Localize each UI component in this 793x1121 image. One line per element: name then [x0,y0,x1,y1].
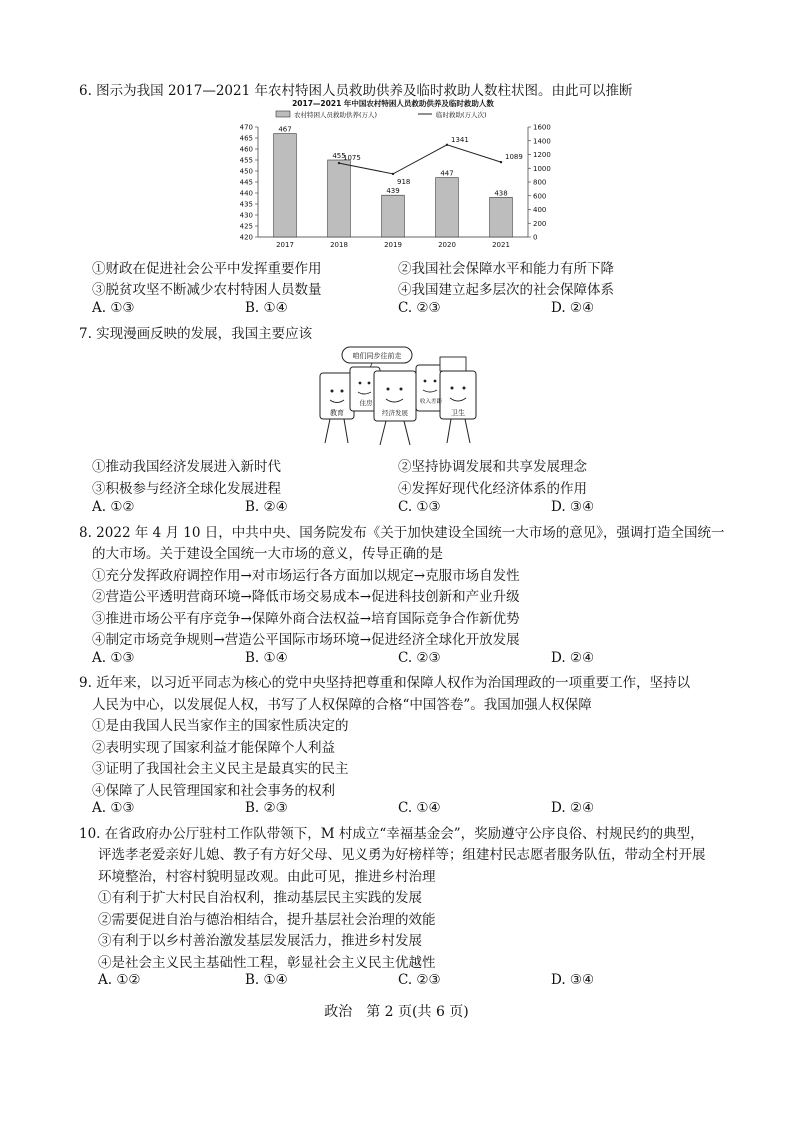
right-tick-label: 800 [533,178,547,187]
page-footer: 政治 第 2 页(共 6 页) [324,1004,469,1020]
q10-choice-a[interactable]: A. ①② [98,972,141,988]
bar [274,134,297,237]
q7-option-4: ④发挥好现代化经济体系的作用 [398,481,587,497]
left-tick-label: 455 [239,156,253,165]
cartoon-label-education: 教育 [330,409,344,417]
q7-option-3: ③积极参与经济全球化发展进程 [92,481,281,497]
placard-figure-3 [374,371,416,445]
x-category-labels [276,241,510,249]
q9-option-1: ①是由我国人民当家作主的国家性质决定的 [92,718,349,734]
q6-option-4: ④我国建立起多层次的社会保障体系 [398,282,614,298]
line-point [338,162,340,164]
bar-value-label: 438 [494,189,508,198]
line-path [339,145,501,174]
q9-option-3: ③证明了我国社会主义民主是最真实的民主 [92,761,349,777]
line-point [446,144,448,146]
q9-stem-line-2: 人民为中心，以发展促人权，书写了人权保障的合格“中国答卷”。我国加强人权保障 [92,697,592,713]
right-tick-label: 200 [533,219,547,228]
q10-stem-line-3: 环境整治，村容村貌明显改观。由此可见，推进乡村治理 [98,869,436,885]
x-category-label: 2020 [438,241,456,249]
q6-choice-d[interactable]: D. ②④ [551,300,595,316]
cartoon-label-income-gap: 收入差距 [419,399,443,405]
left-tick-label: 425 [239,222,253,231]
line-series [338,136,523,186]
q6-option-1: ①财政在促进社会公平中发挥重要作用 [92,261,322,277]
q7-stem: 7. 实现漫画反映的发展，我国主要应该 [79,326,313,342]
left-tick-labels [240,124,258,242]
q6-option-2: ②我国社会保障水平和能力有所下降 [398,261,614,277]
q10-choice-b[interactable]: B. ①④ [245,972,288,988]
legend-line-label: 临时救助(万人次) [436,111,487,119]
q8-option-4: ④制定市场竞争规则→营造公平国际市场环境→促进经济全球化开放发展 [92,632,520,648]
x-category-label: 2021 [492,241,510,249]
bar-value-label: 447 [440,169,454,178]
q9-choice-b[interactable]: B. ②③ [245,800,288,816]
q10-option-3: ③有利于以乡村善治激发基层发展活力，推进乡村发展 [98,933,422,949]
right-tick-label: 0 [533,233,538,242]
right-tick-label: 1400 [533,137,551,146]
q6-choice-a[interactable]: A. ①③ [92,300,135,316]
q8-choice-d[interactable]: D. ②④ [551,650,595,666]
q8-stem-line-1: 8. 2022 年 4 月 10 日，中共中央、国务院发布《关于加快建设全国统一大市场的意见》，强调打造全国统一 [79,525,725,541]
bar [328,160,351,237]
q9-choice-a[interactable]: A. ①③ [92,800,135,816]
bar-value-label: 455 [332,152,346,160]
line-value-label: 1341 [451,135,469,144]
q9-choice-c[interactable]: C. ①④ [398,800,441,816]
bar-value-label: 439 [386,187,400,196]
x-category-label: 2017 [276,241,294,249]
bar [490,197,513,237]
x-category-label: 2018 [330,241,348,249]
q6-option-3: ③脱贫攻坚不断减少农村特困人员数量 [92,282,322,298]
q6-bar-line-chart [228,97,558,253]
q8-option-1: ①充分发挥政府调控作用→对市场运行各方面加以规定→克服市场自发性 [92,568,520,584]
right-tick-label: 1200 [533,151,551,159]
q10-choice-c[interactable]: C. ②③ [398,972,441,988]
q6-stem: 6. 图示为我国 2017—2021 年农村特困人员救助供养及临时救助人数柱状图。由此可以推断 [79,83,633,99]
cartoon-label-health: 卫生 [451,409,465,417]
line-value-label: 918 [397,177,411,186]
right-tick-label: 400 [533,206,547,214]
left-tick-label: 430 [239,211,253,220]
bar [436,178,459,237]
right-tick-labels [528,124,551,242]
line-value-label: 1075 [343,154,361,163]
q7-choice-a[interactable]: A. ①② [92,499,135,515]
left-tick-label: 470 [239,123,253,132]
q9-option-4: ④保障了人民管理国家和社会事务的权利 [92,783,335,799]
legend-bar-swatch [276,111,290,117]
q10-option-1: ①有利于扩大村民自治权利，推动基层民主实践的发展 [98,890,422,906]
q8-option-3: ③推进市场公平有序竞争→保障外商合法权益→培育国际竞争合作新优势 [92,611,520,627]
right-tick-label: 600 [533,192,547,201]
q9-option-2: ②表明实现了国家利益才能保障个人利益 [92,740,335,756]
q7-cartoon [312,343,490,451]
q7-choice-c[interactable]: C. ①③ [398,499,441,515]
q7-option-1: ①推动我国经济发展进入新时代 [92,459,281,475]
q10-option-2: ②需要促进自治与德治相结合，提升基层社会治理的效能 [98,912,436,928]
q10-stem-line-2: 评选孝老爱亲好儿媳、教子有方好父母、见义勇为好榜样等；组建村民志愿者服务队伍，带动全村开展 [98,847,706,863]
left-tick-label: 440 [239,189,253,198]
q8-stem-line-2: 的大市场。关于建设全国统一大市场的意义，传导正确的是 [92,546,443,562]
line-point [500,161,502,163]
cartoon-label-housing: 住房 [359,399,373,407]
q6-choice-c[interactable]: C. ②③ [398,300,441,316]
q8-choice-c[interactable]: C. ②③ [398,650,441,666]
chart-title: 2017—2021 年中国农村特困人员救助供养及临时救助人数 [292,99,494,108]
q9-choice-d[interactable]: D. ②④ [551,800,595,816]
placard-figure-1 [320,373,354,443]
right-tick-label: 1000 [533,164,551,173]
cartoon-label-economy: 经济发展 [382,409,408,417]
q7-choice-d[interactable]: D. ③④ [551,499,595,515]
q9-stem-line-1: 9. 近年来，以习近平同志为核心的党中央坚持把尊重和保障人权作为治国理政的一项重要工作，坚持以 [79,675,691,691]
q10-option-4: ④是社会主义民主基础性工程，彰显社会主义民主优越性 [98,955,436,971]
bar [382,195,405,237]
line-value-label: 1089 [505,153,523,162]
bar-series [274,126,513,237]
left-tick-label: 450 [239,167,253,176]
q7-choice-b[interactable]: B. ②④ [245,499,288,515]
q8-option-2: ②营造公平透明营商环境→降低市场交易成本→促进科技创新和产业升级 [92,589,520,605]
q8-choice-b[interactable]: B. ①④ [245,650,288,666]
bar-value-label: 467 [278,125,292,134]
q6-choice-b[interactable]: B. ①④ [245,300,288,316]
left-tick-label: 445 [239,178,253,187]
q10-choice-d[interactable]: D. ③④ [551,972,595,988]
cartoon-banner-text: 咱们同步往前走 [352,352,402,360]
placard-figure-5 [440,357,476,443]
left-tick-label: 435 [239,200,253,209]
q10-stem-line-1: 10. 在省政府办公厅驻村工作队带领下，M 村成立“幸福基金会”，奖励遵守公序良俗、村规民约的典型， [79,826,704,842]
left-tick-label: 465 [239,134,253,143]
x-category-label: 2019 [384,241,402,249]
right-tick-label: 1600 [533,123,551,132]
left-tick-label: 420 [239,233,253,242]
q7-option-2: ②坚持协调发展和共享发展理念 [398,459,587,475]
q8-choice-a[interactable]: A. ①③ [92,650,135,666]
left-tick-label: 460 [239,145,253,154]
line-point [392,173,394,175]
legend-bar-label: 农村特困人员救助供养(万人) [294,111,378,119]
